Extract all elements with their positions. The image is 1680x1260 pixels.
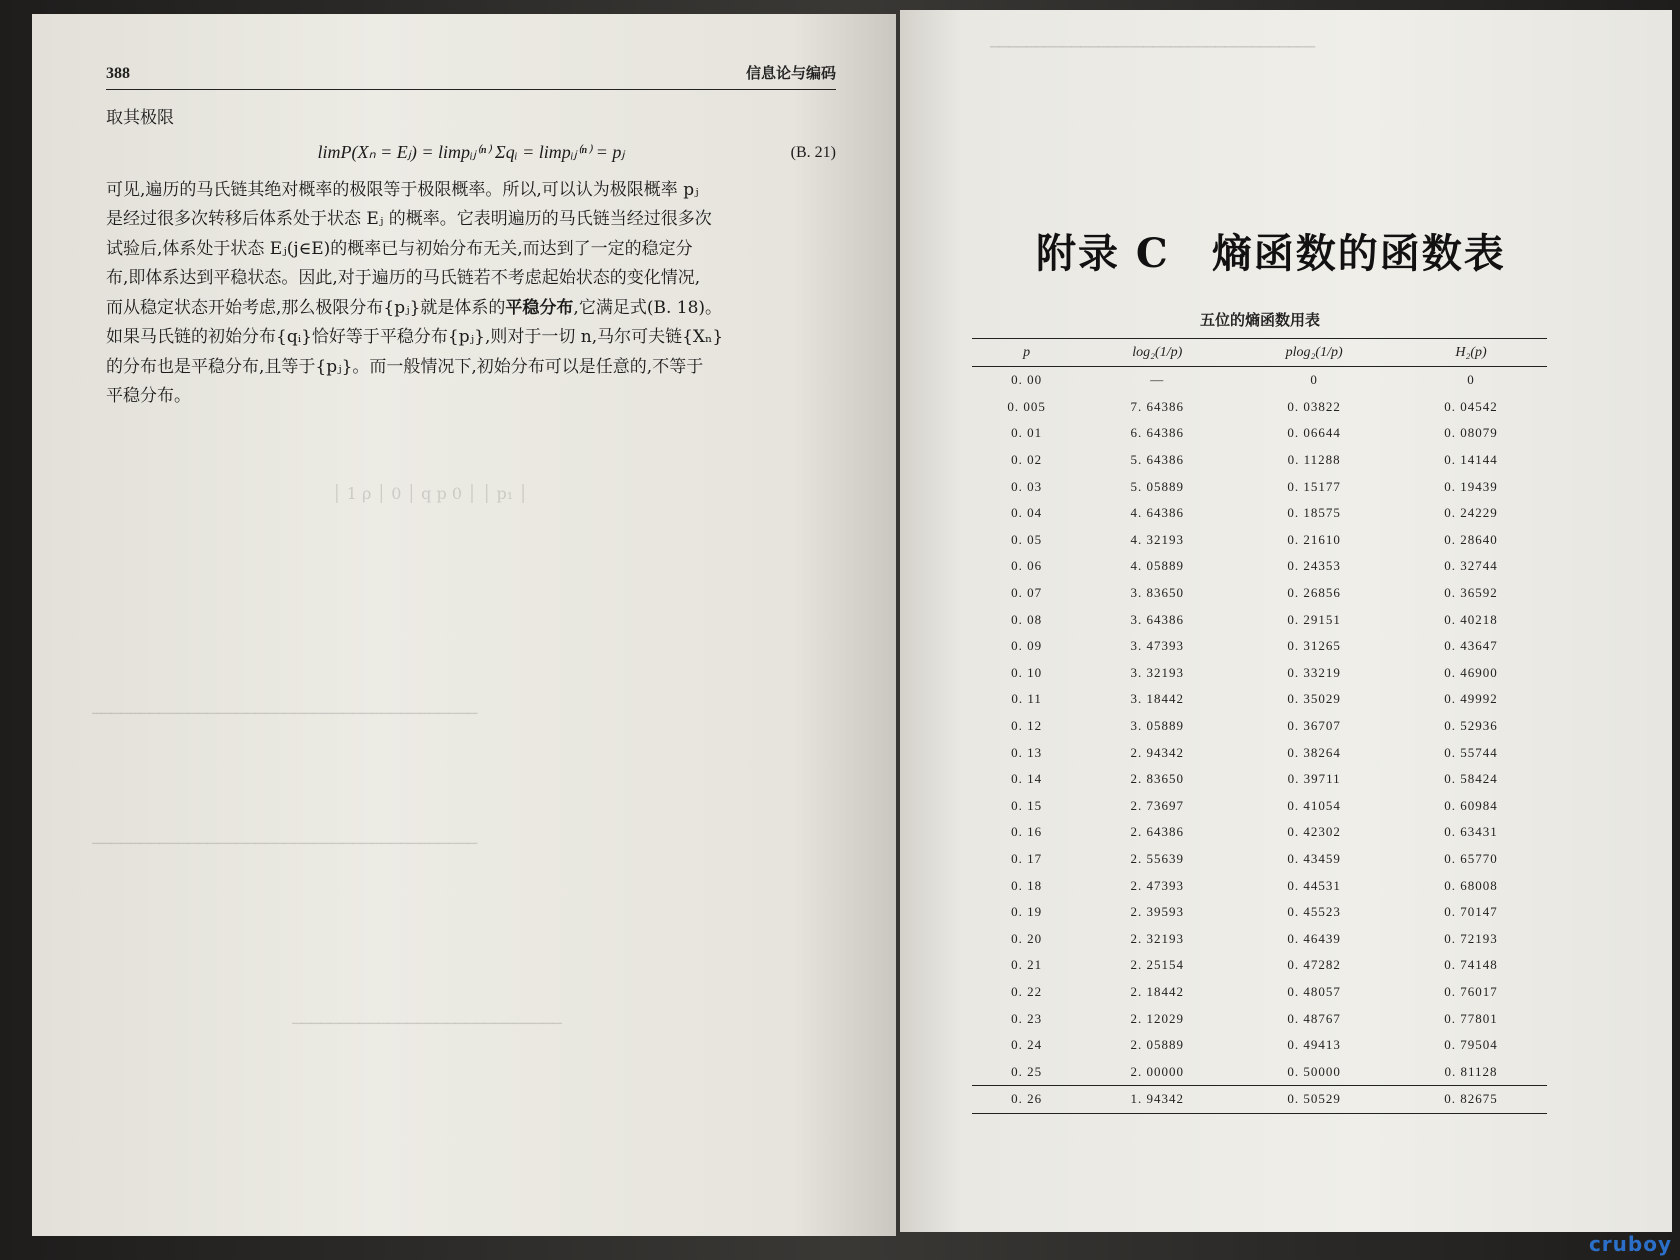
table-cell: 3. 83650 (1130, 585, 1185, 601)
paragraph-line: 平稳分布。 (106, 386, 191, 406)
table-cell: 0. 72193 (1444, 930, 1498, 946)
table-cell: 0. 41054 (1287, 797, 1341, 813)
table-cell: 0. 31265 (1287, 638, 1341, 654)
table-row (972, 819, 1547, 846)
table-cell: 0. 29151 (1287, 611, 1341, 627)
table-cell: 0. 13 (1011, 744, 1043, 760)
table-caption: 五位的熵函数用表 (1199, 311, 1320, 329)
table-cell: 0. 21610 (1287, 531, 1341, 547)
table-cell: 2. 47393 (1130, 877, 1185, 893)
table-cell: 0. 81128 (1444, 1063, 1498, 1079)
table-cell: 0. 18 (1011, 877, 1043, 893)
table-cell: 0. 22 (1011, 983, 1043, 999)
table-cell: 0. 36707 (1287, 718, 1341, 734)
table-cell: 0. 19 (1011, 904, 1043, 920)
appendix-title: 附录 C 熵函数的函数表 (1036, 230, 1506, 277)
table-row (972, 793, 1547, 820)
table-cell: 1. 94342 (1081, 1086, 1233, 1114)
table-cell: 0. 04542 (1444, 398, 1498, 414)
table-row (972, 473, 1547, 500)
table-cell: 0. 52936 (1444, 718, 1498, 734)
table-cell: 0. 79504 (1444, 1037, 1498, 1053)
table-cell: 0. 14144 (1444, 452, 1498, 468)
paragraph-line: 的分布也是平稳分布,且等于{pⱼ}。而一般情况下,初始分布可以是任意的,不等于 (106, 356, 704, 377)
paragraph-line: 而从稳定状态开始考虑,那么极限分布{pⱼ}就是体系的 (106, 297, 506, 318)
table-cell: 0. 18575 (1287, 505, 1341, 521)
table-cell: 0. 04 (1011, 505, 1043, 521)
bold-term: 平稳分布 (505, 297, 574, 318)
table-cell: 0. 24353 (1287, 558, 1341, 574)
table-cell: 2. 00000 (1130, 1063, 1185, 1079)
table-cell: 0. 43647 (1444, 638, 1498, 654)
table-cell: 0. 23 (1011, 1010, 1043, 1026)
table-cell: 0. 49992 (1444, 691, 1498, 707)
table-row (972, 952, 1547, 979)
table-row (972, 394, 1547, 421)
table-cell: 5. 64386 (1130, 452, 1185, 468)
table-cell: 0. 48057 (1287, 983, 1341, 999)
table-cell: 0. 47282 (1287, 957, 1341, 973)
equation-b21 (106, 136, 836, 170)
table-cell: 3. 05889 (1130, 718, 1185, 734)
table-cell: 2. 73697 (1130, 797, 1185, 813)
table-cell: 0. 03 (1011, 478, 1043, 494)
table-cell: 0. 43459 (1287, 850, 1341, 866)
table-cell: 0. 46900 (1444, 664, 1498, 680)
table-cell: 3. 32193 (1130, 664, 1185, 680)
table-cell: 0. 16 (1011, 824, 1043, 840)
paragraph-line: 是经过很多次转移后体系处于状态 Eⱼ 的概率。它表明遍历的马氏链当经过很多次 (106, 209, 712, 229)
table-cell: 0. 15177 (1287, 478, 1341, 494)
table-cell: 0. 005 (1007, 398, 1046, 414)
table-cell: 0. 33219 (1287, 664, 1341, 680)
table-cell: 0. 00 (1011, 372, 1043, 388)
table-row (972, 739, 1547, 766)
table-cell: 0. 74148 (1444, 957, 1498, 973)
column-header-p: p (972, 339, 1081, 367)
table-row (972, 899, 1547, 926)
table-cell: 2. 39593 (1130, 904, 1185, 920)
table-cell: 0. 68008 (1444, 877, 1498, 893)
table-cell: 0 (1467, 372, 1475, 388)
table-cell: 2. 32193 (1130, 930, 1185, 946)
table-cell: 0. 49413 (1287, 1037, 1341, 1053)
show-through-text: ──────────────────────────── (292, 1014, 562, 1033)
table-cell: 0. 06 (1011, 558, 1043, 574)
table-cell: 0. 82675 (1395, 1086, 1547, 1114)
table-cell: 0. 55744 (1444, 744, 1498, 760)
table-row (972, 367, 1547, 394)
table-cell: 0. 08079 (1444, 425, 1498, 441)
table-cell: 2. 05889 (1130, 1037, 1185, 1053)
table-cell: 0. 35029 (1287, 691, 1341, 707)
table-cell: 0. 44531 (1287, 877, 1341, 893)
column-header-log: log₂(1/p) (1081, 339, 1233, 367)
paragraph-ergodic (106, 176, 836, 412)
table-cell: 0. 50529 (1233, 1086, 1395, 1114)
table-cell: 0. 20 (1011, 930, 1043, 946)
table-cell: 0. 14 (1011, 771, 1043, 787)
left-page (32, 14, 896, 1236)
show-through-matrix: │ 1 ρ │ 0 │ q p 0 │ │ p₁ │ (332, 484, 528, 503)
table-cell: 0. 28640 (1444, 531, 1498, 547)
table-cell: 0. 76017 (1444, 983, 1498, 999)
table-cell: 0. 58424 (1444, 771, 1498, 787)
table-cell: 6. 64386 (1130, 425, 1185, 441)
table-cell: 0. 21 (1011, 957, 1043, 973)
table-row (972, 527, 1547, 554)
entropy-table-body (972, 367, 1547, 1114)
equation-number: (B. 21) (790, 143, 836, 161)
table-cell: 2. 55639 (1130, 850, 1185, 866)
table-cell: 0. 26856 (1287, 585, 1341, 601)
table-row (972, 420, 1547, 447)
table-row (972, 447, 1547, 474)
table-cell: 0. 50000 (1287, 1063, 1341, 1079)
table-cell: 3. 47393 (1130, 638, 1185, 654)
table-cell: 5. 05889 (1130, 478, 1185, 494)
table-cell: 2. 64386 (1130, 824, 1185, 840)
paragraph-line: 可见,遍历的马氏链其绝对概率的极限等于极限概率。所以,可以认为极限概率 pⱼ (106, 179, 699, 200)
table-cell: 0. 48767 (1287, 1010, 1341, 1026)
watermark: cruboy (1588, 1232, 1672, 1256)
table-cell: 2. 12029 (1130, 1010, 1185, 1026)
table-cell: 0. 15 (1011, 797, 1043, 813)
table-row (972, 553, 1547, 580)
table-cell: 0. 45523 (1287, 904, 1341, 920)
table-cell: 0. 24 (1011, 1037, 1043, 1053)
table-row (972, 713, 1547, 740)
table-cell: 2. 94342 (1130, 744, 1185, 760)
table-cell: 2. 25154 (1130, 957, 1185, 973)
table-cell: 0. 42302 (1287, 824, 1341, 840)
table-cell: 0. 46439 (1287, 930, 1341, 946)
table-cell: 0 (1310, 372, 1318, 388)
table-row (972, 500, 1547, 527)
table-cell: 3. 64386 (1130, 611, 1185, 627)
table-cell: 0. 10 (1011, 664, 1043, 680)
table-cell: 3. 18442 (1130, 691, 1185, 707)
table-cell: 0. 70147 (1444, 904, 1498, 920)
table-cell: 0. 32744 (1444, 558, 1498, 574)
table-cell: — (1150, 372, 1165, 388)
column-header-h: H₂(p) (1395, 339, 1547, 367)
show-through-text: ──────────────────────────────────────── (92, 704, 478, 723)
table-row (972, 1005, 1547, 1032)
table-row (972, 1086, 1547, 1114)
table-row (972, 686, 1547, 713)
table-row (972, 846, 1547, 873)
table-cell: 4. 64386 (1130, 505, 1185, 521)
table-row (972, 633, 1547, 660)
table-row (972, 1058, 1547, 1085)
left-page-body (106, 104, 836, 412)
table-cell: 0. 60984 (1444, 797, 1498, 813)
table-cell: 0. 01 (1011, 425, 1043, 441)
table-cell: 4. 32193 (1130, 531, 1185, 547)
show-through-header: ──────────────────────────────────── (990, 38, 1316, 56)
paragraph-line: 如果马氏链的初始分布{qᵢ}恰好等于平稳分布{pⱼ},则对于一切 n,马尔可夫链{Xₙ} (106, 327, 724, 347)
table-cell: 4. 05889 (1130, 558, 1185, 574)
table-cell: 0. 65770 (1444, 850, 1498, 866)
table-cell: 0. 08 (1011, 611, 1043, 627)
table-cell: 0. 17 (1011, 850, 1043, 866)
table-cell: 0. 26 (972, 1086, 1081, 1114)
table-cell: 0. 07 (1011, 585, 1043, 601)
table-cell: 0. 06644 (1287, 425, 1341, 441)
intro-text: 取其极限 (106, 108, 174, 128)
column-header-plog: plog₂(1/p) (1233, 339, 1395, 367)
table-cell: 0. 19439 (1444, 478, 1498, 494)
table-row (972, 979, 1547, 1006)
table-row (972, 925, 1547, 952)
table-cell: 2. 83650 (1130, 771, 1185, 787)
right-page (900, 10, 1672, 1232)
table-cell: 0. 24229 (1444, 505, 1498, 521)
table-cell: 0. 03822 (1287, 398, 1341, 414)
left-page-header (106, 62, 836, 90)
paragraph-line-suffix: ,它满足式(B. 18)。 (573, 297, 723, 318)
equation-text: limP(Xₙ = Eⱼ) = limpᵢⱼ⁽ⁿ⁾ Σqᵢ = limpᵢⱼ⁽ⁿ⁾ = pⱼ (317, 141, 625, 162)
paragraph-line-with-term (106, 294, 836, 324)
table-row (972, 766, 1547, 793)
table-header-row (972, 339, 1547, 367)
table-cell: 0. 40218 (1444, 611, 1498, 627)
table-cell: 0. 36592 (1444, 585, 1498, 601)
table-cell: 0. 12 (1011, 718, 1043, 734)
table-row (972, 580, 1547, 607)
show-through-text: ──────────────────────────────────────── (92, 834, 478, 853)
entropy-table (972, 338, 1547, 1114)
table-row (972, 660, 1547, 687)
page-number: 388 (106, 65, 130, 82)
table-cell: 0. 11288 (1287, 452, 1341, 468)
table-cell: 0. 77801 (1444, 1010, 1498, 1026)
table-cell: 0. 63431 (1444, 824, 1498, 840)
table-cell: 0. 11 (1011, 691, 1042, 707)
paragraph-line: 布,即体系达到平稳状态。因此,对于遍历的马氏链若不考虑起始状态的变化情况, (106, 268, 701, 288)
table-cell: 7. 64386 (1130, 398, 1185, 414)
table-cell: 2. 18442 (1130, 983, 1185, 999)
table-cell: 0. 05 (1011, 531, 1043, 547)
table-row (972, 606, 1547, 633)
table-cell: 0. 38264 (1287, 744, 1341, 760)
table-cell: 0. 09 (1011, 638, 1043, 654)
table-cell: 0. 02 (1011, 452, 1043, 468)
running-title: 信息论与编码 (745, 64, 836, 82)
table-cell: 0. 25 (1011, 1063, 1043, 1079)
table-row (972, 872, 1547, 899)
table-row (972, 1032, 1547, 1059)
paragraph-line: 试验后,体系处于状态 Eⱼ(j∈E)的概率已与初始分布无关,而达到了一定的稳定分 (106, 238, 693, 259)
table-cell: 0. 39711 (1287, 771, 1341, 787)
